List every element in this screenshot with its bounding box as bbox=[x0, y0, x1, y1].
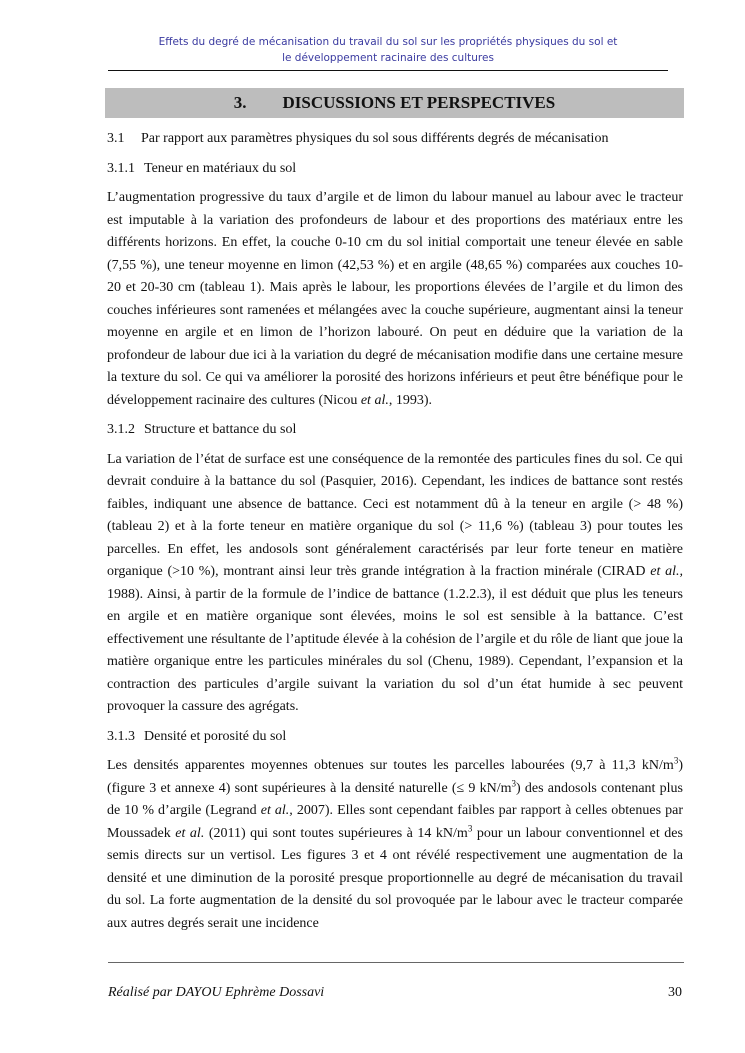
footer-rule bbox=[108, 962, 684, 963]
subsection-number: 3.1.2 bbox=[107, 422, 135, 437]
subsection-3-1-3-heading bbox=[107, 726, 683, 749]
paragraph-battance: La variation de l’état de surface est une conséquence de la remontée des particules fines du sol. Ce qui devrait conduire à la battance du sol (Pasquier, 2016). Cependant, les indices de battance sont restés faibles, indiquant une absence de battance. Ceci est notamment dû à la teneur en argile (> 48 %) (tableau 2) et à la forte teneur en matière organique du sol (> 11,6 %) (tableau 3) pour toutes les parcelles. En effet, les andosols sont généralement caractérisés par leur forte teneur en matière organique (>10 %), montrant ainsi leur très grande intégration à la fraction minérale (CIRAD et al., 1988). Ainsi, à partir de la formule de l’indice de battance (1.2.2.3), il est déduit que plus les teneurs en argile et en matière organique sont élevées, moins le sol est sensible à la battance. C’est effectivement une résultante de l’aptitude élevée à la cohésion de l’argile et du rôle de liant que joue la matière organique entre les particules minérales du sol (Chenu, 1989). Cependant, l’expansion et la contraction des particules d’argile suivant la variation du sol d’un état humide à sec peuvent provoquer la cassure des agrégats. bbox=[107, 451, 684, 714]
header-rule bbox=[108, 70, 668, 71]
paragraph-texture: L’augmentation progressive du taux d’argile et de limon du labour manuel au labour avec le tracteur est imputable à la variation des profondeurs de labour et des proportions des matériaux entre les différents horizons. En effet, la couche 0-10 cm du sol initial comportait une teneur élevée en sable (7,55 %), une teneur moyenne en limon (42,53 %) et en argile (48,65 %) comparées aux couches 10-20 et 20-30 cm (tableau 1). Mais après le labour, les proportions élevées de l’argile et du limon des couches inférieures sont ramenées et mélangées avec la couche supérieure, augmentant ainsi la teneur moyenne en argile et en limon de l’horizon labouré. On peut en déduire que la variation de la profondeur de labour due ici à la variation du degré de mécanisation modifie dans une certaine mesure la texture du sol. Ce qui va améliorer la porosité des horizons inférieurs et peut être bénéfique pour le développement racinaire des cultures (Nicou et al., 1993). bbox=[107, 190, 683, 408]
subsection-3-1-heading bbox=[107, 128, 683, 151]
running-header bbox=[108, 35, 668, 66]
subsection-title: Teneur en matériaux du sol bbox=[144, 160, 297, 176]
subsection-3-1-1-heading bbox=[107, 158, 683, 181]
subsection-title: Par rapport aux paramètres physiques du sol sous différents degrés de mécanisation bbox=[141, 131, 609, 146]
running-header-line-1: Effets du degré de mécanisation du travail du sol sur les propriétés physiques du sol et bbox=[158, 36, 618, 48]
subsection-title: Structure et battance du sol bbox=[144, 422, 297, 437]
footer-author: Réalisé par DAYOU Ephrème Dossavi bbox=[108, 985, 325, 1000]
page-number: 30 bbox=[668, 985, 682, 1000]
paragraph-density: Les densités apparentes moyennes obtenues sur toutes les parcelles labourées (9,7 à 11,3 $kN/m^3$) (figure 3 et annexe 4) sont supérieures à la densité naturelle (≤ 9 $kN/m^3$) des andosols contenant plus de 10 % d’argile (Legrand et al., 2007). Elles sont cependant faibles par rapport à celles obtenues par Moussadek et al. (2011) qui sont toutes supérieures à 14 $kN/m^3$ pour un labour conventionnel et des semis directs sur un vertisol. Les figures 3 et 4 ont révélé respectivement une augmentation de la densité et une diminution de la porosité presque proportionnelle au degré de mécanisation du travail du sol. La forte augmentation de la densité du sol provoquée par le labour avec le tracteur comparée aux autres degrés serait une incidence bbox=[107, 755, 683, 931]
section-heading bbox=[105, 88, 684, 118]
section-number: 3. bbox=[233, 93, 247, 112]
subsection-number: 3.1 bbox=[107, 131, 125, 146]
page-body bbox=[107, 128, 683, 942]
subsection-number: 3.1.1 bbox=[107, 160, 135, 176]
section-title: DISCUSSIONS ET PERSPECTIVES bbox=[282, 93, 556, 112]
subsection-number: 3.1.3 bbox=[107, 728, 135, 744]
running-header-line-2: le développement racinaire des cultures bbox=[282, 51, 494, 64]
subsection-3-1-2-heading bbox=[107, 419, 683, 442]
subsection-title: Densité et porosité du sol bbox=[144, 728, 287, 744]
